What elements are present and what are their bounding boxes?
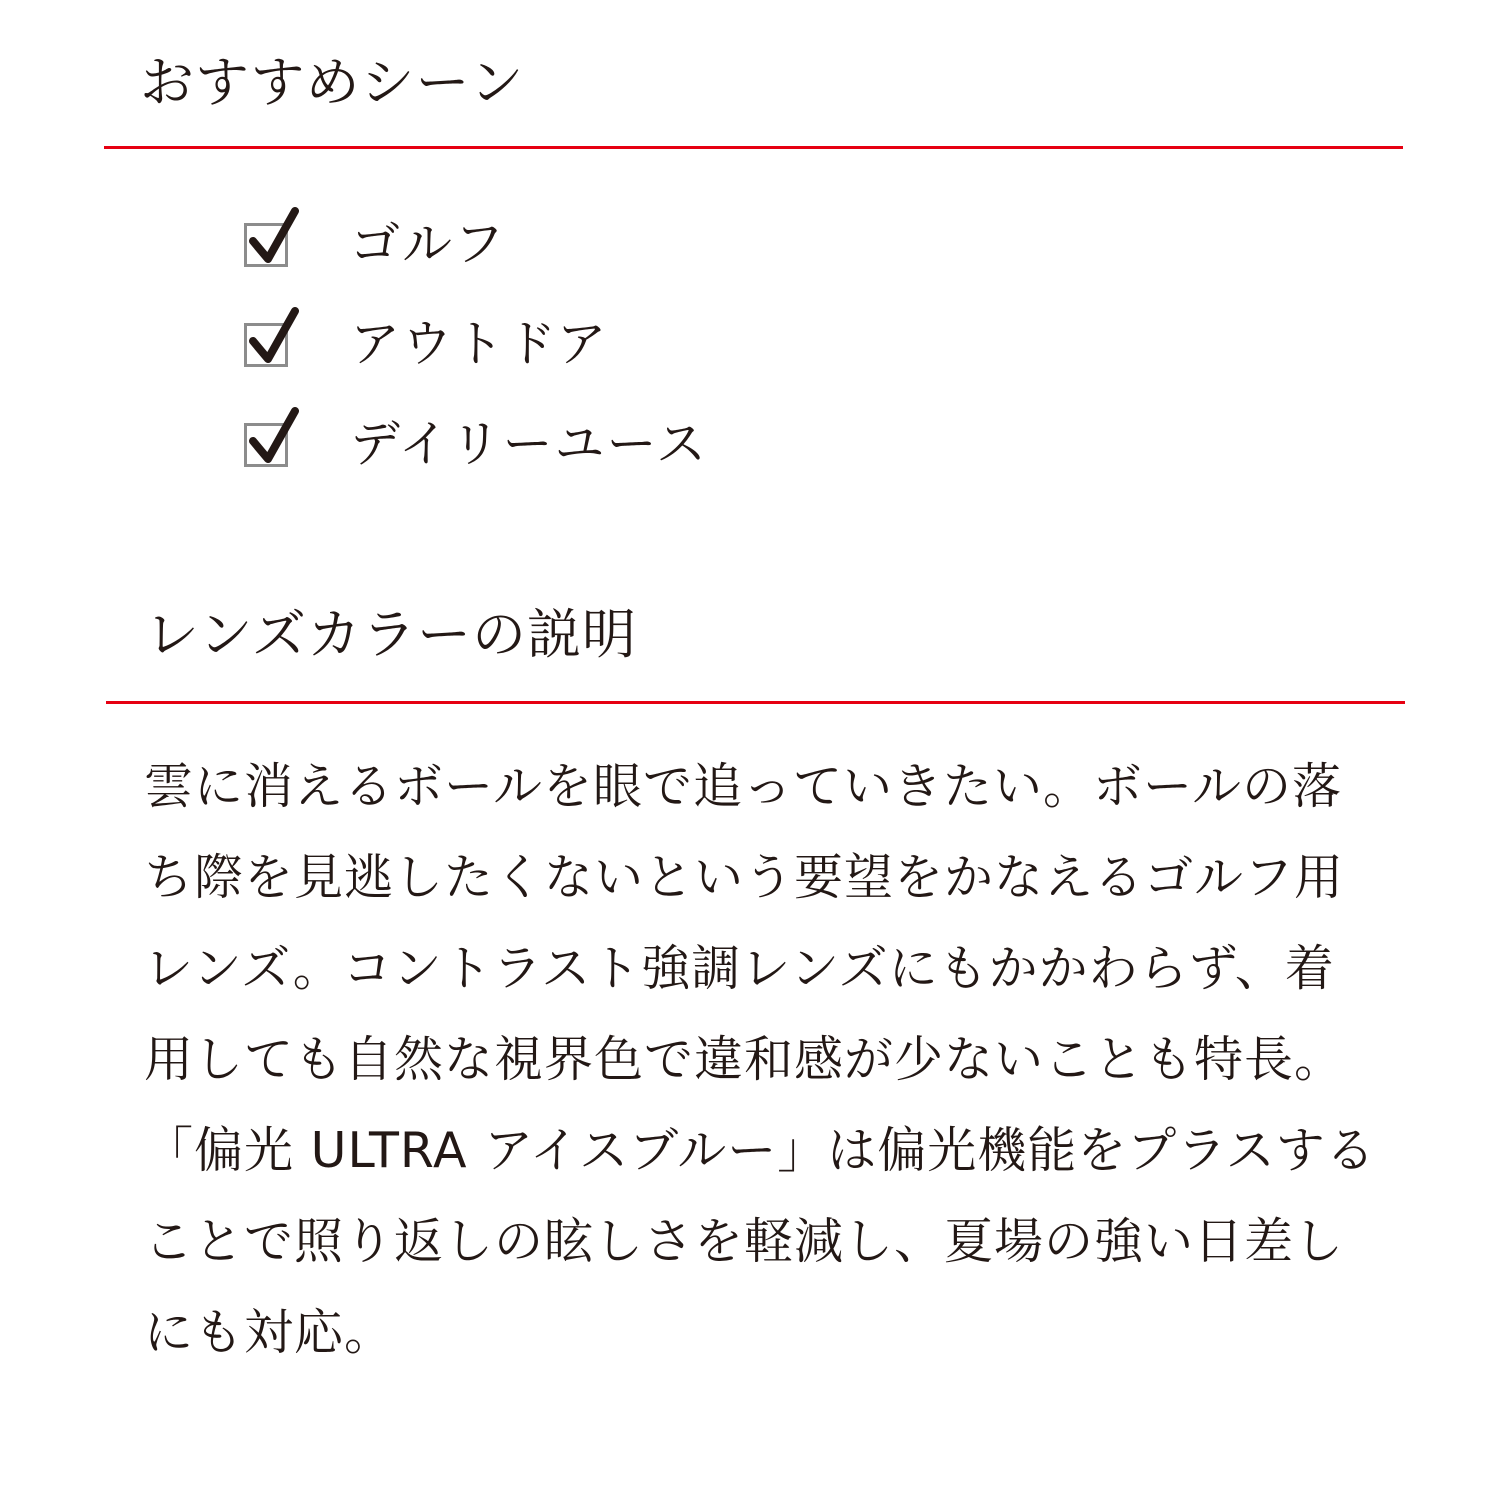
lens-heading: レンズカラーの説明 xyxy=(145,603,638,666)
description-line: 「偏光 ULTRA アイスブルー」は偏光機能をプラスする xyxy=(144,1122,1376,1179)
check-mark-icon xyxy=(244,205,304,269)
scene-label: デイリーユース xyxy=(350,415,708,473)
scenes-heading: おすすめシーン xyxy=(140,51,525,114)
check-mark-icon xyxy=(244,305,304,369)
lens-divider xyxy=(106,701,1405,704)
scenes-divider xyxy=(104,146,1403,149)
scene-label: ゴルフ xyxy=(350,215,506,273)
description-line: 雲に消えるボールを眼で追っていきたい。ボールの落 xyxy=(144,758,1343,815)
description-line: ことで照り返しの眩しさを軽減し、夏場の強い日差し xyxy=(144,1213,1345,1270)
lens-description xyxy=(144,752,1376,1389)
description-line: にも対応。 xyxy=(144,1304,395,1361)
description-line: ち際を見逃したくないという要望をかなえるゴルフ用 xyxy=(144,849,1345,906)
check-mark-icon xyxy=(244,405,304,469)
description-line: レンズ。コントラスト強調レンズにもかかわらず、着 xyxy=(144,940,1335,997)
description-line: 用しても自然な視界色で違和感が少ないことも特長。 xyxy=(144,1031,1345,1088)
scene-label: アウトドア xyxy=(350,315,609,373)
